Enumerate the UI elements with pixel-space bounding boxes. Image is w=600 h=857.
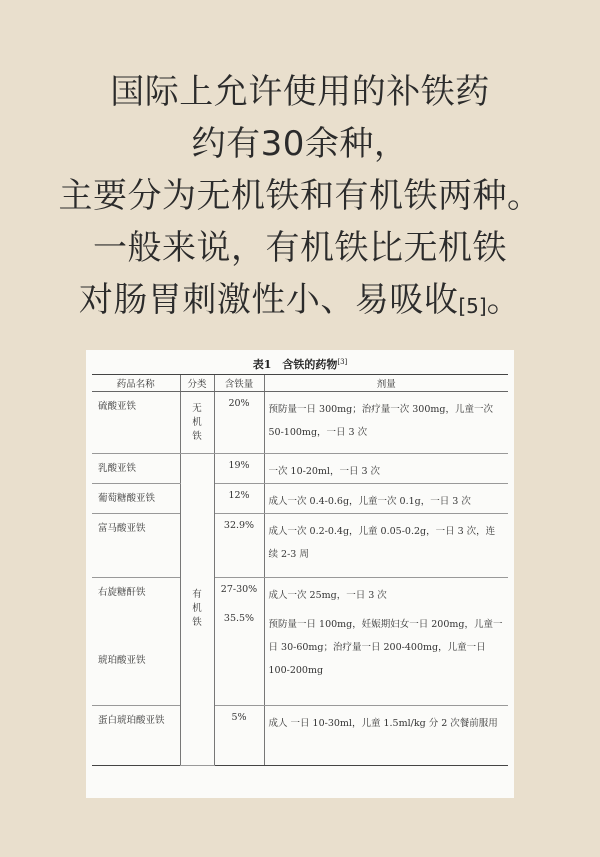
headline-line-1: 国际上允许使用的补铁药 [110, 72, 490, 112]
dosage-cell: 成人一次 0.2-0.4g，儿童 0.05-0.2g，一日 3 次，连续 2-3 周 [264, 514, 508, 578]
table-header-row [92, 375, 508, 392]
header-dosage: 剂量 [264, 375, 508, 392]
drug-name-cell: 琥珀酸亚铁 [92, 607, 180, 705]
iron-content-cell: 19% [214, 454, 264, 484]
dosage-cell: 一次 10-20ml，一日 3 次 [264, 454, 508, 484]
drug-name-cell: 乳酸亚铁 [92, 454, 180, 484]
iron-content-cell: 27-30% [220, 584, 258, 595]
header-iron-content: 含铁量 [214, 375, 264, 392]
iron-content-cell: 12% [214, 484, 264, 514]
class-inorganic-cell [180, 392, 214, 454]
dosage-cell: 成人一次 25mg，一日 3 次 [264, 578, 508, 608]
iron-content-cell: 20% [214, 392, 264, 454]
class-inorganic-text: 无机铁 [192, 402, 202, 442]
header-drug-name: 药品名称 [92, 375, 180, 392]
headline-citation: [5] [458, 294, 487, 318]
table-row [92, 705, 508, 765]
iron-drug-table [92, 374, 508, 766]
iron-content-cell: 32.9% [214, 514, 264, 578]
headline-line-5-text: 对肠胃刺激性小、易吸收 [78, 280, 459, 320]
dosage-cell: 预防量一日 100mg，妊娠期妇女一日 200mg，儿童一日 30-60mg；治疗量一日 200-400mg，儿童一日 100-200mg [264, 607, 508, 705]
table-row [92, 578, 508, 608]
drug-name-cell: 富马酸亚铁 [92, 514, 180, 578]
table-row [92, 454, 508, 484]
drug-table-image [86, 350, 514, 798]
headline-line-3: 主要分为无机铁和有机铁两种。 [58, 176, 542, 216]
headline-line-2: 约有30余种， [191, 124, 409, 164]
drug-name-cell: 右旋糖酐铁 [98, 587, 146, 598]
header-class: 分类 [180, 375, 214, 392]
headline-line-5 [0, 274, 600, 332]
drug-name-cell: 蛋白琥珀酸亚铁 [92, 705, 180, 765]
iron-content-cell: 35.5% [214, 607, 264, 705]
table-row [92, 607, 508, 705]
class-organic-cell [180, 454, 214, 766]
table-caption-text: 表1 含铁的药物 [252, 358, 338, 371]
class-organic-text: 有机铁 [192, 589, 202, 629]
dosage-cell: 成人一次 0.4-0.6g，儿童一次 0.1g，一日 3 次 [264, 484, 508, 514]
table-row [92, 514, 508, 578]
dosage-cell: 预防量一日 300mg；治疗量一次 300mg，儿童一次 50-100mg，一日 3 次 [264, 392, 508, 454]
headline [0, 66, 600, 332]
headline-line-4: 一般来说，有机铁比无机铁 [93, 228, 507, 268]
table-row [92, 392, 508, 454]
drug-name-cell: 葡萄糖酸亚铁 [92, 484, 180, 514]
table-row [92, 484, 508, 514]
table-caption-ref: [3] [337, 358, 348, 366]
iron-content-cell: 5% [214, 705, 264, 765]
headline-end-punct: 。 [486, 280, 522, 320]
drug-name-cell: 硫酸亚铁 [92, 392, 180, 454]
table-caption [86, 356, 514, 372]
dosage-cell: 成人 一日 10-30ml，儿童 1.5ml/kg 分 2 次餐前服用 [264, 705, 508, 765]
